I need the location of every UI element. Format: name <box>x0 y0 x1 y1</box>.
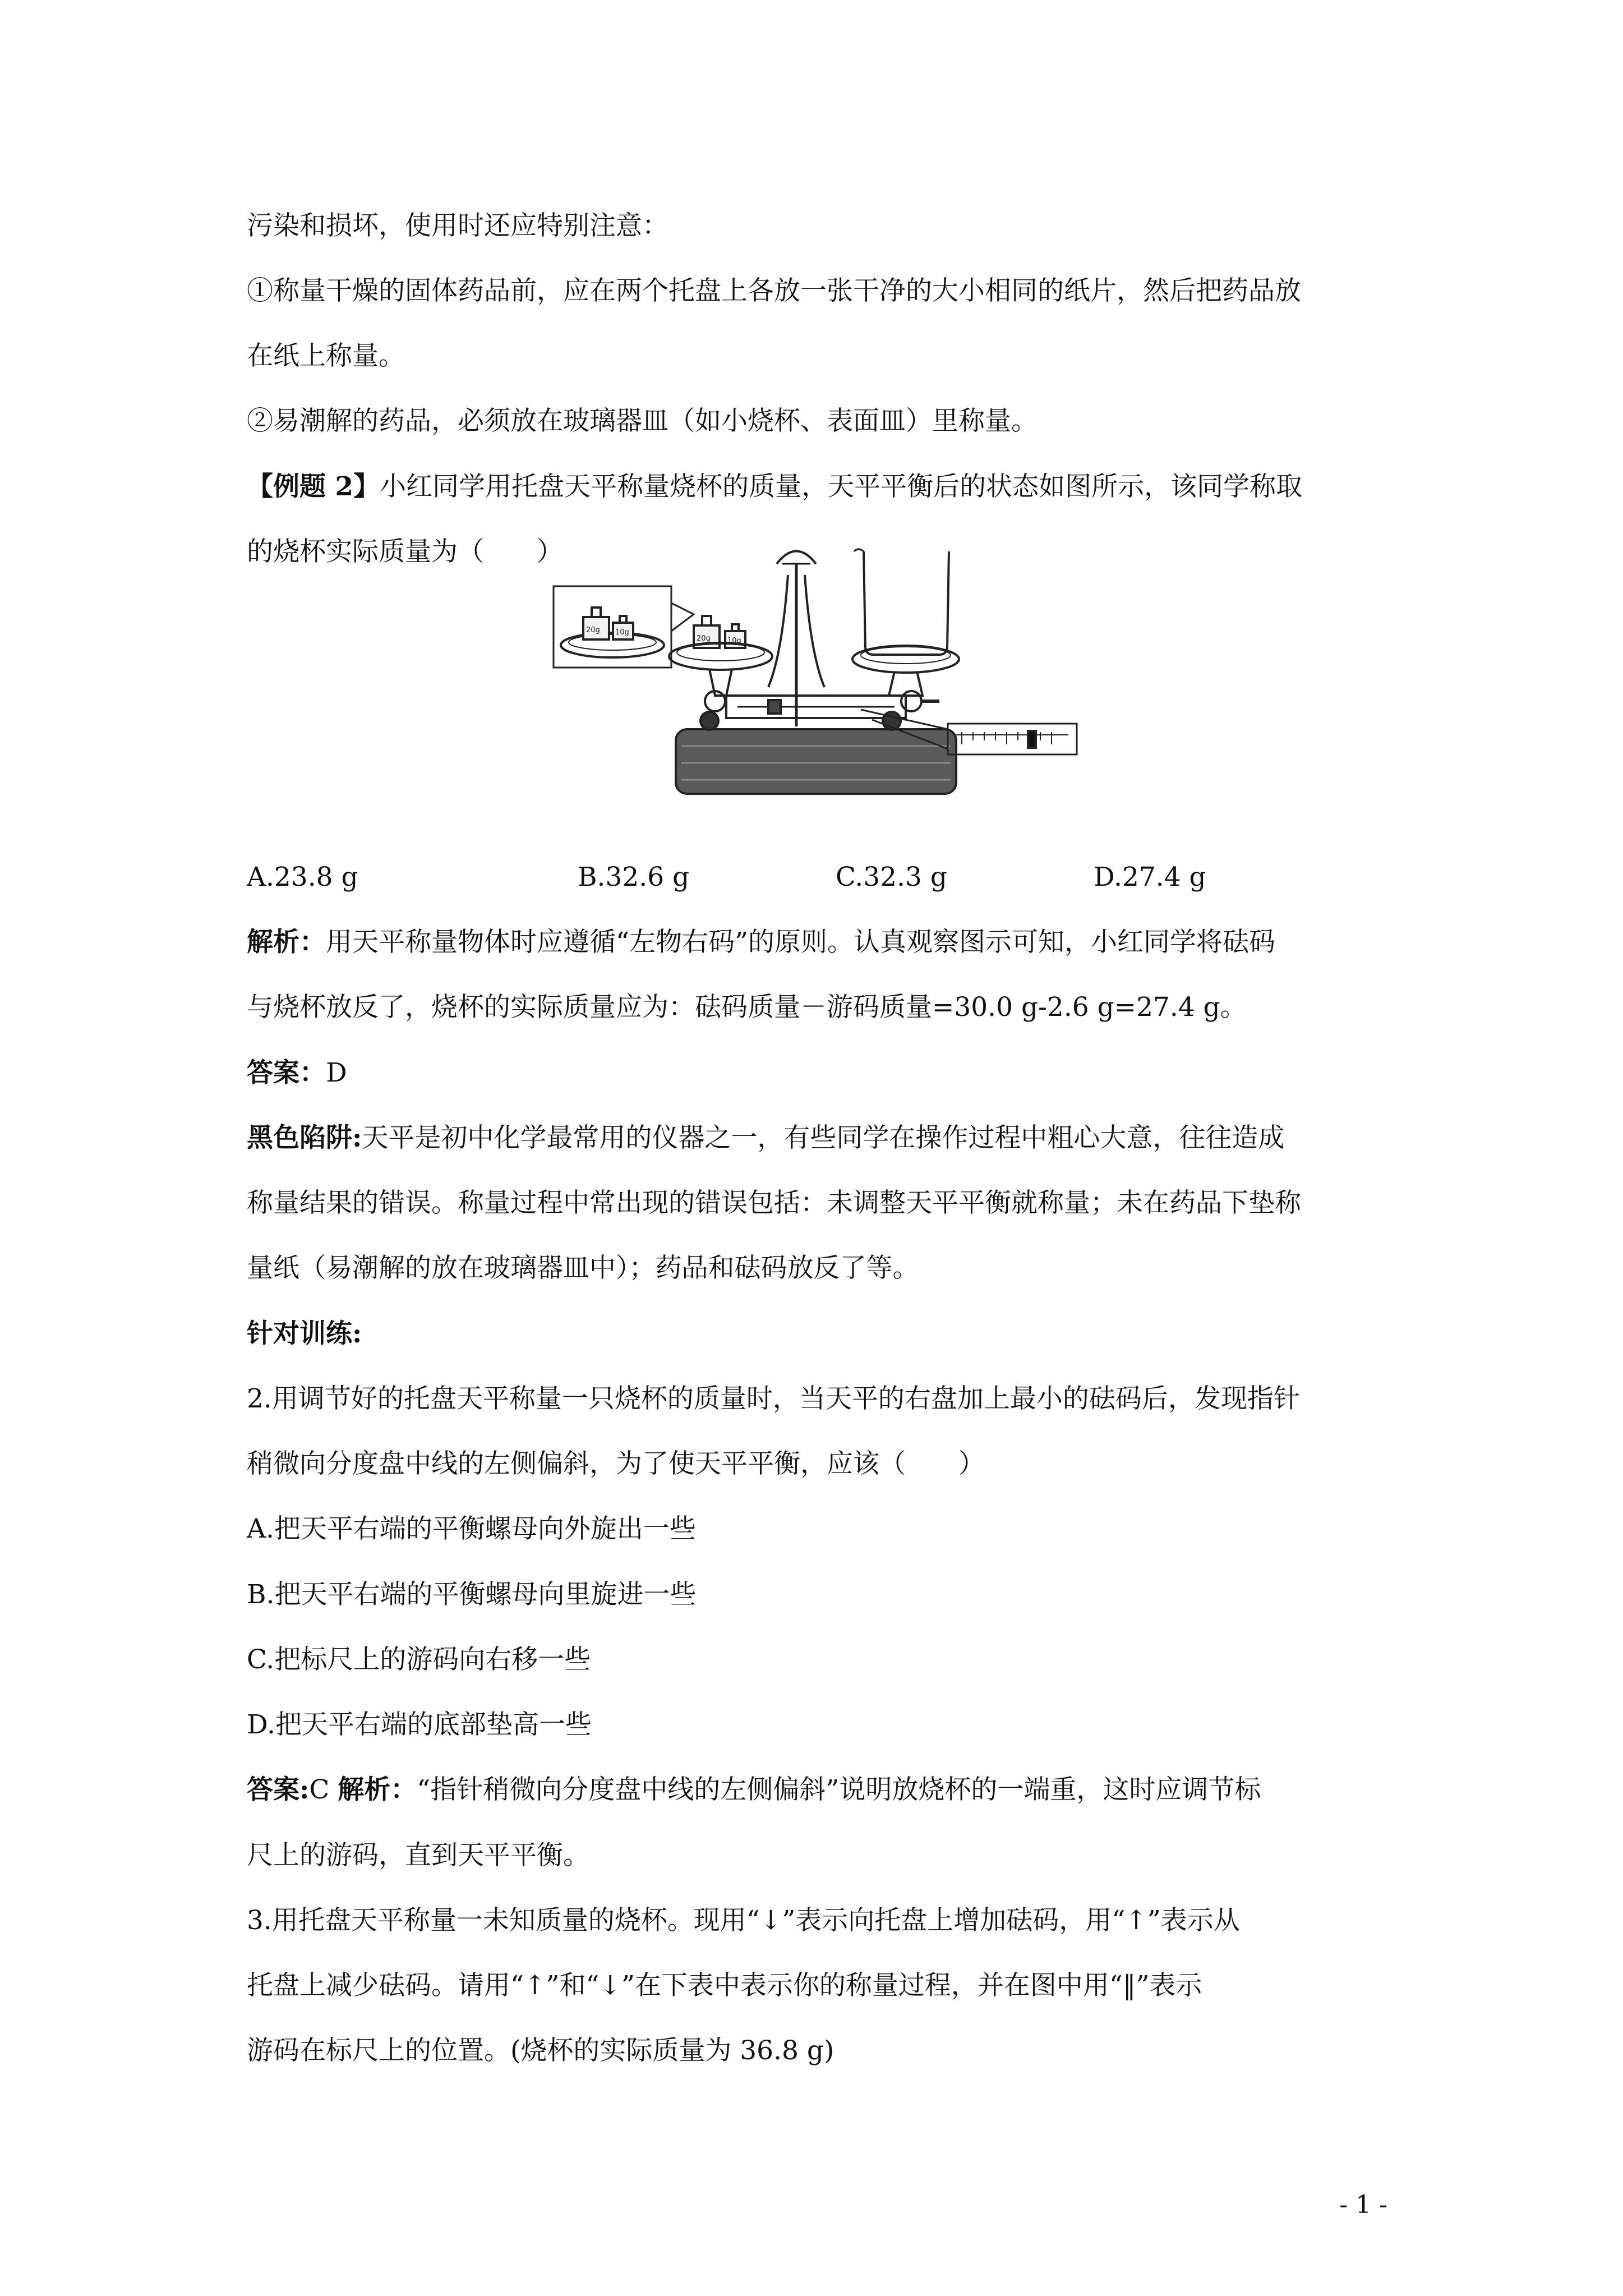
q2-option-d: D.把天平右端的底部垫高一些 <box>247 1709 592 1740</box>
question-3-line: 3.用托盘天平称量一未知质量的烧杯。现用“↓”表示向托盘上增加砝码，用“↑”表示从 <box>247 1905 1240 1936</box>
text-line: ①称量干燥的固体药品前，应在两个托盘上各放一张干净的大小相同的纸片，然后把药品放 <box>247 275 1301 306</box>
text-line: 在纸上称量。 <box>247 341 405 371</box>
text-line: 与烧杯放反了，烧杯的实际质量应为：砝码质量－游码质量=30.0 g-2.6 g=27.4 g。 <box>247 992 1247 1023</box>
trap-label: 黑色陷阱: <box>247 1122 362 1153</box>
q2-option-a: A.把天平右端的平衡螺母向外旋出一些 <box>247 1513 696 1544</box>
text-line: 稍微向分度盘中线的左侧偏斜，为了使天平平衡，应该（ ） <box>247 1448 985 1479</box>
q2-answer-value: C <box>309 1774 330 1805</box>
option-a: A.23.8 g <box>247 862 358 892</box>
right-pan <box>852 646 959 673</box>
analysis-line <box>247 910 1391 975</box>
weight-label: 10g <box>727 637 741 645</box>
balance-base <box>676 729 956 794</box>
scale-dial <box>777 551 816 564</box>
weight-label: 20g <box>586 626 600 634</box>
text-line: 的烧杯实际质量为（ ） <box>247 536 563 567</box>
weight-label: 10g <box>615 628 629 637</box>
q2-answer-label: 答案: <box>247 1774 310 1805</box>
q2-analysis-label: 解析： <box>338 1774 417 1805</box>
option-b: B.32.6 g <box>578 862 690 892</box>
weight-label: 20g <box>697 634 711 643</box>
text-line: 量纸（易潮解的放在玻璃器皿中）；药品和砝码放反了等。 <box>247 1253 919 1283</box>
text-line: 污染和损坏，使用时还应特别注意： <box>247 210 668 241</box>
trap-line <box>247 1106 1391 1171</box>
ruler-rider <box>1028 731 1036 748</box>
answer-value: D <box>326 1057 347 1088</box>
text-line: 游码在标尺上的位置。(烧杯的实际质量为 36.8 g) <box>247 2035 834 2066</box>
text-line: 称量结果的错误。称量过程中常出现的错误包括：未调整天平平衡就称量；未在药品下垫称 <box>247 1188 1301 1218</box>
analysis-text: 用天平称量物体时应遵循“左物右码”的原则。认真观察图示可知，小红同学将砝码 <box>326 927 1276 958</box>
balance-figure <box>547 541 1085 833</box>
text-line: 尺上的游码，直到天平平衡。 <box>247 1840 589 1871</box>
q2-answer-line <box>247 1757 1391 1823</box>
ruler-inset <box>948 724 1077 754</box>
example-label: 【例题 2】 <box>247 471 380 502</box>
text-line: 托盘上减少砝码。请用“↑”和“↓”在下表中表示你的称量过程，并在图中用“‖”表示 <box>247 1970 1202 2001</box>
rider <box>768 700 781 714</box>
answer-label: 答案： <box>247 1057 326 1088</box>
trap-text: 天平是初中化学最常用的仪器之一，有些同学在操作过程中粗心大意，往往造成 <box>362 1122 1285 1153</box>
option-c: C.32.3 g <box>836 862 947 892</box>
q2-analysis-text: “指针稍微向分度盘中线的左侧偏斜”说明放烧杯的一端重，这时应调节标 <box>417 1774 1261 1805</box>
example-2-line <box>247 454 1391 519</box>
analysis-label: 解析： <box>247 927 326 958</box>
answer-line <box>247 1041 1391 1106</box>
option-d: D.27.4 g <box>1094 862 1206 892</box>
q2-option-c: C.把标尺上的游码向右移一些 <box>247 1644 591 1675</box>
question-2-line: 2.用调节好的托盘天平称量一只烧杯的质量时，当天平的右盘加上最小的砝码后，发现指针 <box>247 1383 1300 1414</box>
q2-option-b: B.把天平右端的平衡螺母向里旋进一些 <box>247 1579 697 1610</box>
page-number: - 1 - <box>1339 2191 1387 2219</box>
example-text: 小红同学用托盘天平称量烧杯的质量，天平平衡后的状态如图所示，该同学称取 <box>380 471 1303 502</box>
beaker <box>864 551 949 655</box>
text-line: ②易潮解的药品，必须放在玻璃器皿（如小烧杯、表面皿）里称量。 <box>247 406 1038 436</box>
training-heading: 针对训练: <box>247 1318 362 1349</box>
